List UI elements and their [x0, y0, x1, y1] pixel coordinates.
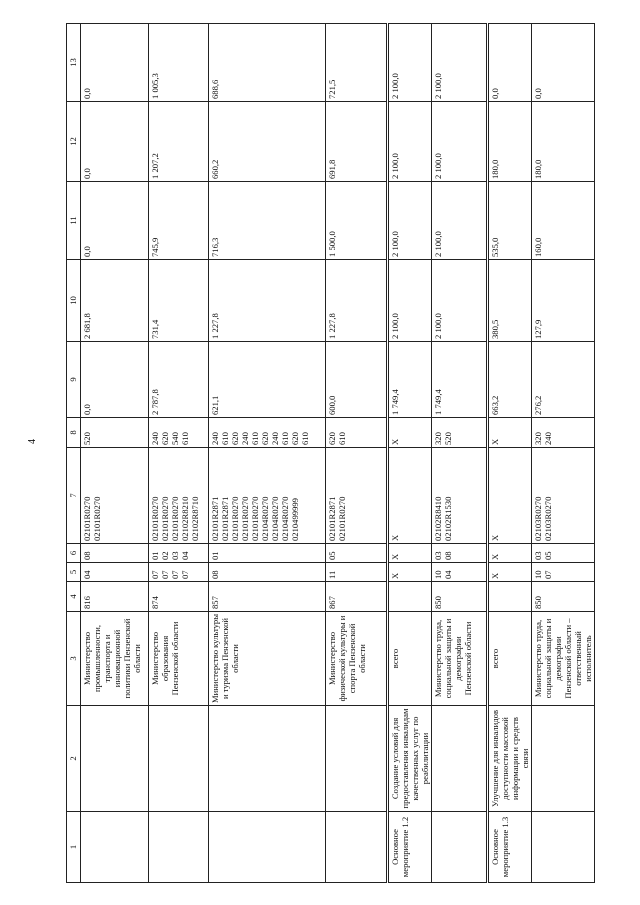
cell-y2: 1 227,8: [209, 260, 326, 342]
cell-pr: 03 08: [432, 544, 488, 563]
page-number: 4: [27, 439, 38, 444]
table-row: [532, 24, 595, 883]
cell-measure: [149, 812, 209, 883]
cell-pr: 03 05: [532, 544, 595, 563]
cell-csr: 02103R0270 02103R0270: [532, 448, 595, 544]
cell-y5: 2 100,0: [432, 24, 488, 102]
cell-description: [81, 706, 149, 812]
cell-y2: 2 100,0: [388, 260, 432, 342]
budget-table: [66, 23, 595, 883]
cell-measure: Основное мероприятие 1.3: [488, 812, 532, 883]
table-row: [488, 24, 532, 883]
col-header: 3: [67, 612, 81, 706]
cell-vr: X: [488, 418, 532, 448]
table-row: [432, 24, 488, 883]
table-row: [388, 24, 432, 883]
cell-y1: 276,2: [532, 342, 595, 418]
cell-vr: 320 520: [432, 418, 488, 448]
cell-owner: Министерство промышленности, транспорта и инновационной политики Пензенской области: [81, 612, 149, 706]
table-row: [81, 24, 149, 883]
cell-csr: 02101R0270 02101R0270 02101R0270 02102R8210 02102R8710: [149, 448, 209, 544]
cell-pr: 05: [326, 544, 388, 563]
column-number-row: [67, 24, 81, 883]
cell-rz: 10 04: [432, 563, 488, 582]
col-header: 1: [67, 812, 81, 883]
cell-pr: X: [388, 544, 432, 563]
cell-vr: 320 240: [532, 418, 595, 448]
cell-y3: 2 100,0: [388, 182, 432, 260]
cell-owner: Министерство культуры и туризма Пензенской области: [209, 612, 326, 706]
cell-description: [209, 706, 326, 812]
cell-csr: 02101R0270 02101R0270: [81, 448, 149, 544]
cell-y4: 180,0: [488, 102, 532, 182]
col-header: 13: [67, 24, 81, 102]
col-header: 11: [67, 182, 81, 260]
cell-y5: 0,0: [532, 24, 595, 102]
cell-y5: 1 005,3: [149, 24, 209, 102]
cell-y3: 716,3: [209, 182, 326, 260]
cell-y2: 731,4: [149, 260, 209, 342]
col-header: 12: [67, 102, 81, 182]
cell-measure: [532, 812, 595, 883]
cell-y2: 380,5: [488, 260, 532, 342]
col-header: 9: [67, 342, 81, 418]
cell-y1: 663,2: [488, 342, 532, 418]
cell-y1: 1 749,4: [388, 342, 432, 418]
cell-pr: X: [488, 544, 532, 563]
cell-csr: X: [388, 448, 432, 544]
cell-y3: 535,0: [488, 182, 532, 260]
cell-grbs: 867: [326, 582, 388, 612]
cell-csr: X: [488, 448, 532, 544]
cell-measure: [209, 812, 326, 883]
cell-y3: 1 500,0: [326, 182, 388, 260]
cell-y4: 660,2: [209, 102, 326, 182]
cell-y2: 127,9: [532, 260, 595, 342]
cell-y3: 0,0: [81, 182, 149, 260]
cell-y1: 1 749,4: [432, 342, 488, 418]
cell-owner: всего: [488, 612, 532, 706]
cell-description: [532, 706, 595, 812]
col-header: 5: [67, 563, 81, 582]
cell-y3: 2 100,0: [432, 182, 488, 260]
table-row: [209, 24, 326, 883]
cell-vr: 620 610: [326, 418, 388, 448]
cell-csr: 02102R8410 02102R1530: [432, 448, 488, 544]
cell-pr: 01: [209, 544, 326, 563]
cell-description: Улучшение для инвалидов доступности массовой информации и средств связи: [488, 706, 532, 812]
cell-y2: 2 681,8: [81, 260, 149, 342]
cell-grbs: [488, 582, 532, 612]
cell-owner: Министерство физической культуры и спорта Пензенской области: [326, 612, 388, 706]
cell-y4: 691,8: [326, 102, 388, 182]
cell-y3: 160,0: [532, 182, 595, 260]
cell-y4: 2 100,0: [388, 102, 432, 182]
cell-rz: X: [488, 563, 532, 582]
cell-y1: 2 787,8: [149, 342, 209, 418]
cell-measure: [432, 812, 488, 883]
cell-rz: 04: [81, 563, 149, 582]
cell-grbs: 850: [532, 582, 595, 612]
cell-grbs: 857: [209, 582, 326, 612]
cell-description: [326, 706, 388, 812]
cell-owner: Министерство труда, социальной защиты и демографии Пензенской области: [432, 612, 488, 706]
cell-measure: Основное мероприятие 1.2: [388, 812, 432, 883]
cell-y4: 180,0: [532, 102, 595, 182]
cell-grbs: [388, 582, 432, 612]
cell-vr: X: [388, 418, 432, 448]
cell-y4: 1 207,2: [149, 102, 209, 182]
table-sheet: [66, 24, 591, 883]
cell-csr: 02101R2871 02101R2871 02101R0270 02101R0270 02101R0270 02104R0270 02104R0270 02104R0270 0210499999: [209, 448, 326, 544]
cell-y5: 2 100,0: [388, 24, 432, 102]
cell-y3: 745,9: [149, 182, 209, 260]
cell-rz: 07 07 07 07: [149, 563, 209, 582]
cell-description: Создание условий для предоставления инвалидам качественных услуг по реабилитации: [388, 706, 432, 812]
cell-rz: 10 07: [532, 563, 595, 582]
cell-owner: Министерство образования Пензенской области: [149, 612, 209, 706]
cell-y1: 621,1: [209, 342, 326, 418]
cell-rz: 08: [209, 563, 326, 582]
cell-pr: 08: [81, 544, 149, 563]
cell-csr: 02101R2871 02101R0270: [326, 448, 388, 544]
cell-measure: [81, 812, 149, 883]
cell-grbs: 816: [81, 582, 149, 612]
cell-y5: 721,5: [326, 24, 388, 102]
rotated-table: [66, 24, 591, 883]
cell-owner: всего: [388, 612, 432, 706]
cell-vr: 240 610 620 240 610 620 240 610 620 610: [209, 418, 326, 448]
cell-y5: 0,0: [488, 24, 532, 102]
cell-description: [149, 706, 209, 812]
cell-vr: 240 620 540 610: [149, 418, 209, 448]
col-header: 2: [67, 706, 81, 812]
cell-y5: 688,6: [209, 24, 326, 102]
cell-grbs: 850: [432, 582, 488, 612]
cell-y1: 0,0: [81, 342, 149, 418]
cell-vr: 520: [81, 418, 149, 448]
cell-y4: 0,0: [81, 102, 149, 182]
table-row: [326, 24, 388, 883]
cell-y4: 2 100,0: [432, 102, 488, 182]
cell-grbs: 874: [149, 582, 209, 612]
cell-y1: 600,0: [326, 342, 388, 418]
cell-y5: 0,0: [81, 24, 149, 102]
cell-rz: X: [388, 563, 432, 582]
cell-description: [432, 706, 488, 812]
col-header: 8: [67, 418, 81, 448]
cell-owner: Министерство труда, социальной защиты и демографии Пензенской области – ответственный исполнитель: [532, 612, 595, 706]
cell-measure: [326, 812, 388, 883]
cell-rz: 11: [326, 563, 388, 582]
cell-pr: 01 02 03 04: [149, 544, 209, 563]
col-header: 4: [67, 582, 81, 612]
col-header: 6: [67, 544, 81, 563]
cell-y2: 2 100,0: [432, 260, 488, 342]
table-row: [149, 24, 209, 883]
col-header: 10: [67, 260, 81, 342]
col-header: 7: [67, 448, 81, 544]
cell-y2: 1 227,8: [326, 260, 388, 342]
